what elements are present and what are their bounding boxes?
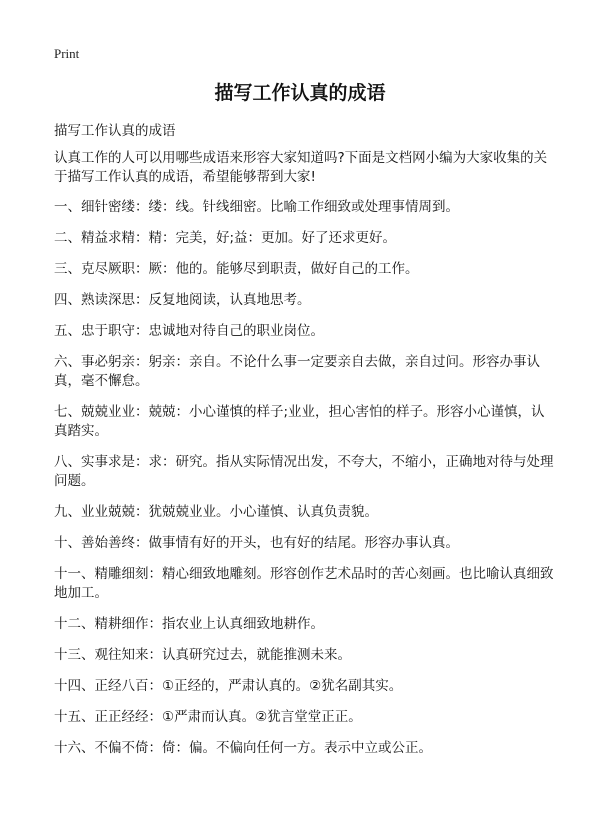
list-item: 五、忠于职守：忠诚地对待自己的职业岗位。	[54, 323, 324, 339]
intro-paragraph: 认真工作的人可以用哪些成语来形容大家知道吗?下面是文档网小编为大家收集的关于描写工作认真的成语，希望能够帮到大家!	[54, 150, 548, 185]
print-link[interactable]: Print	[54, 46, 80, 61]
list-item: 十五、正正经经：①严肃而认真。②犹言堂堂正正。	[54, 709, 362, 725]
list-item: 十二、精耕细作：指农业上认真细致地耕作。	[54, 616, 324, 632]
list-item: 九、业业兢兢：犹兢兢业业。小心谨慎、认真负责貌。	[54, 504, 378, 520]
list-item: 十六、不偏不倚：倚：偏。不偏向任何一方。表示中立或公正。	[54, 740, 432, 756]
list-item: 六、事必躬亲：躬亲：亲自。不论什么事一定要亲自去做，亲自过问。形容办事认真，毫不懈怠。	[54, 354, 540, 389]
list-item: 一、细针密缕：缕：线。针线细密。比喻工作细致或处理事情周到。	[54, 199, 459, 215]
idiom-list	[54, 198, 554, 770]
list-item: 十三、观往知来：认真研究过去，就能推测未来。	[54, 647, 351, 663]
list-item: 十、善始善终：做事情有好的开头，也有好的结尾。形容办事认真。	[54, 535, 459, 551]
list-item: 十四、正经八百：①正经的，严肃认真的。②犹名副其实。	[54, 678, 403, 694]
list-item: 十一、精雕细刻：精心细致地雕刻。形容创作艺术品时的苦心刻画。也比喻认真细致地加工。	[54, 566, 554, 601]
document-subtitle: 描写工作认真的成语	[54, 123, 176, 139]
list-item: 四、熟读深思：反复地阅读，认真地思考。	[54, 292, 311, 308]
list-item: 七、兢兢业业：兢兢：小心谨慎的样子;业业，担心害怕的样子。形容小心谨慎，认真踏实。	[54, 404, 545, 439]
page-title: 描写工作认真的成语	[214, 82, 386, 104]
list-item: 三、克尽厥职：厥：他的。能够尽到职责，做好自己的工作。	[54, 261, 419, 277]
list-item: 八、实事求是：求：研究。指从实际情况出发，不夸大，不缩小，正确地对待与处理问题。	[54, 454, 554, 489]
list-item: 二、精益求精：精：完美，好;益：更加。好了还求更好。	[54, 230, 397, 246]
